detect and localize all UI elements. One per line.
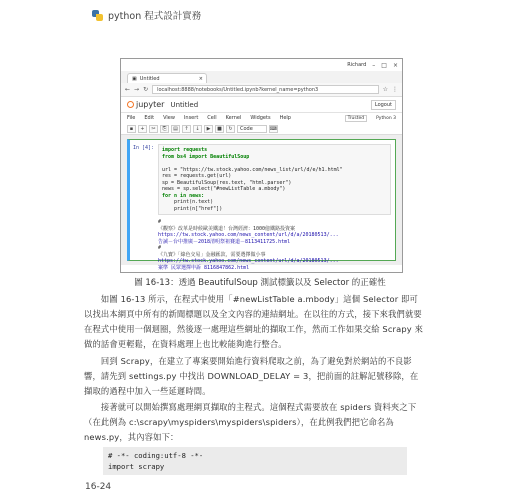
jupyter-header: [121, 97, 402, 113]
reload-icon[interactable]: ↻: [143, 86, 149, 93]
code-line: # -*- coding:utf-8 -*-: [108, 451, 204, 460]
body-paragraph-2: 回到 Scrapy，在建立了專案要開始進行資料爬取之前，為了避免對於網站的不良影響，請先到 settings.py 中找出 DOWNLOAD_DELAY = 3，把前面的註解記號移除，在擷取的過程中加入一些延遲時間。: [84, 356, 419, 396]
kernel-indicator: Python 3: [376, 115, 396, 121]
save-icon[interactable]: ▪: [127, 125, 136, 133]
figure-caption: 圖 16-13：透過 BeautifulSoup 測試標籤以及 Selector 的正確性: [134, 278, 386, 288]
jupyter-toolbar: [121, 123, 402, 135]
body-paragraph-1: 如圖 16-13 所示，在程式中使用「#newListTable a.mbody」這個 Selector 即可以找出本網頁中所有的新聞標題以及全文內容的連結網址。在以往的方式，接下來我們就要在程式中使用一個迴圈，然後逐一處理這些網址的擷取工作，然而工作如果交給 Scrapy 來做的話會更輕鬆，在資料處理上也比較能夠進行整合。: [84, 294, 424, 349]
menu-icon[interactable]: ⋮: [392, 86, 398, 93]
jupyter-logo-icon: [127, 101, 134, 108]
menu-cell[interactable]: Cell: [207, 115, 217, 121]
menu-edit[interactable]: Edit: [144, 115, 155, 121]
python-logo-icon: [92, 10, 103, 21]
back-icon[interactable]: ←: [125, 86, 131, 93]
paste-icon[interactable]: ▤: [171, 125, 180, 133]
run-icon[interactable]: ▶: [204, 125, 213, 133]
notebook-name[interactable]: Untitled: [170, 100, 199, 109]
minimize-icon[interactable]: –: [372, 61, 376, 69]
move-down-icon[interactable]: ↓: [193, 125, 202, 133]
code-block: [103, 447, 407, 475]
tab-title: Untitled: [139, 75, 160, 82]
menu-widgets[interactable]: Widgets: [250, 115, 271, 121]
jupyter-menubar: [121, 113, 402, 123]
code-input[interactable]: import requests from bs4 import BeautifulSoup url = "https://tw.stock.yahoo.com/news_list/url/d/e/h1.html" res = requests.get(url) sp = BeautifulSoup(res.text, "html.parser") news = sp.select("#newListTable a.mbody") for n in news: print(n.text) print(n["href"]): [158, 144, 391, 215]
tab-favicon-icon: ▣: [132, 75, 137, 82]
menu-file[interactable]: File: [127, 115, 136, 121]
tab-bar: [121, 71, 402, 83]
trusted-badge[interactable]: Trusted: [345, 115, 368, 122]
url-input[interactable]: localhost:8888/notebooks/Untitled.ipynb?kernel_name=python3: [152, 85, 379, 94]
window-user: Richard: [347, 62, 367, 68]
menu-view[interactable]: View: [163, 115, 175, 121]
code-cell[interactable]: [127, 139, 396, 271]
page-header: [92, 8, 201, 22]
star-icon[interactable]: ☆: [382, 86, 388, 93]
copy-icon[interactable]: ⎘: [160, 125, 169, 133]
menu-kernel[interactable]: Kernel: [225, 115, 242, 121]
cell-prompt: In [4]:: [133, 145, 155, 151]
menu-help[interactable]: Help: [279, 115, 291, 121]
restart-icon[interactable]: ↻: [226, 125, 235, 133]
menu-insert[interactable]: Insert: [183, 115, 199, 121]
keyboard-icon[interactable]: ⌨: [269, 125, 278, 132]
tab-close-icon[interactable]: ×: [198, 75, 203, 82]
browser-screenshot: [120, 58, 403, 273]
add-cell-icon[interactable]: +: [138, 125, 147, 133]
jupyter-logo: jupyter: [127, 100, 164, 109]
browser-tab[interactable]: [127, 73, 207, 83]
browser-titlebar: [121, 59, 402, 71]
stop-icon[interactable]: ■: [215, 125, 224, 133]
forward-icon[interactable]: →: [134, 86, 140, 93]
body-paragraph-3: 接著就可以開始撰寫處理網頁擷取的主程式。這個程式需要放在 spiders 資料夾之下（在此例為 c:\scrapy\myspiders\myspiders\spiders），在此例我們把它命名為 news.py，其內容如下：: [84, 402, 417, 442]
cell-output: # 《觀察》改革是時候歐美鐵道！台灣經濟：1000億鐵路投資案 https://tw.stock.yahoo.com/news_content/url/d/a/20180513/... 告誡－台中推廣－2018清明祭祖賽道－8113411725.html # 《九寶》「綠色交易」金融匯款，需要選擇做小事 https://tw.stock.yahoo.com/news_content/url/d/a/20180513/... 案準 民眾選擇申訴 8116847862.html: [158, 219, 339, 271]
notebook-area: [121, 135, 402, 271]
close-icon[interactable]: ×: [392, 61, 398, 69]
page-number: 16-24: [85, 482, 112, 492]
logout-button[interactable]: Logout: [371, 100, 396, 110]
move-up-icon[interactable]: ↑: [182, 125, 191, 133]
header-title: python 程式設計實務: [108, 11, 202, 22]
address-bar: [121, 83, 402, 97]
cut-icon[interactable]: ✂: [149, 125, 158, 133]
cell-type-select[interactable]: Code: [237, 125, 267, 133]
code-line: import scrapy: [108, 462, 165, 471]
maximize-icon[interactable]: □: [381, 61, 387, 69]
